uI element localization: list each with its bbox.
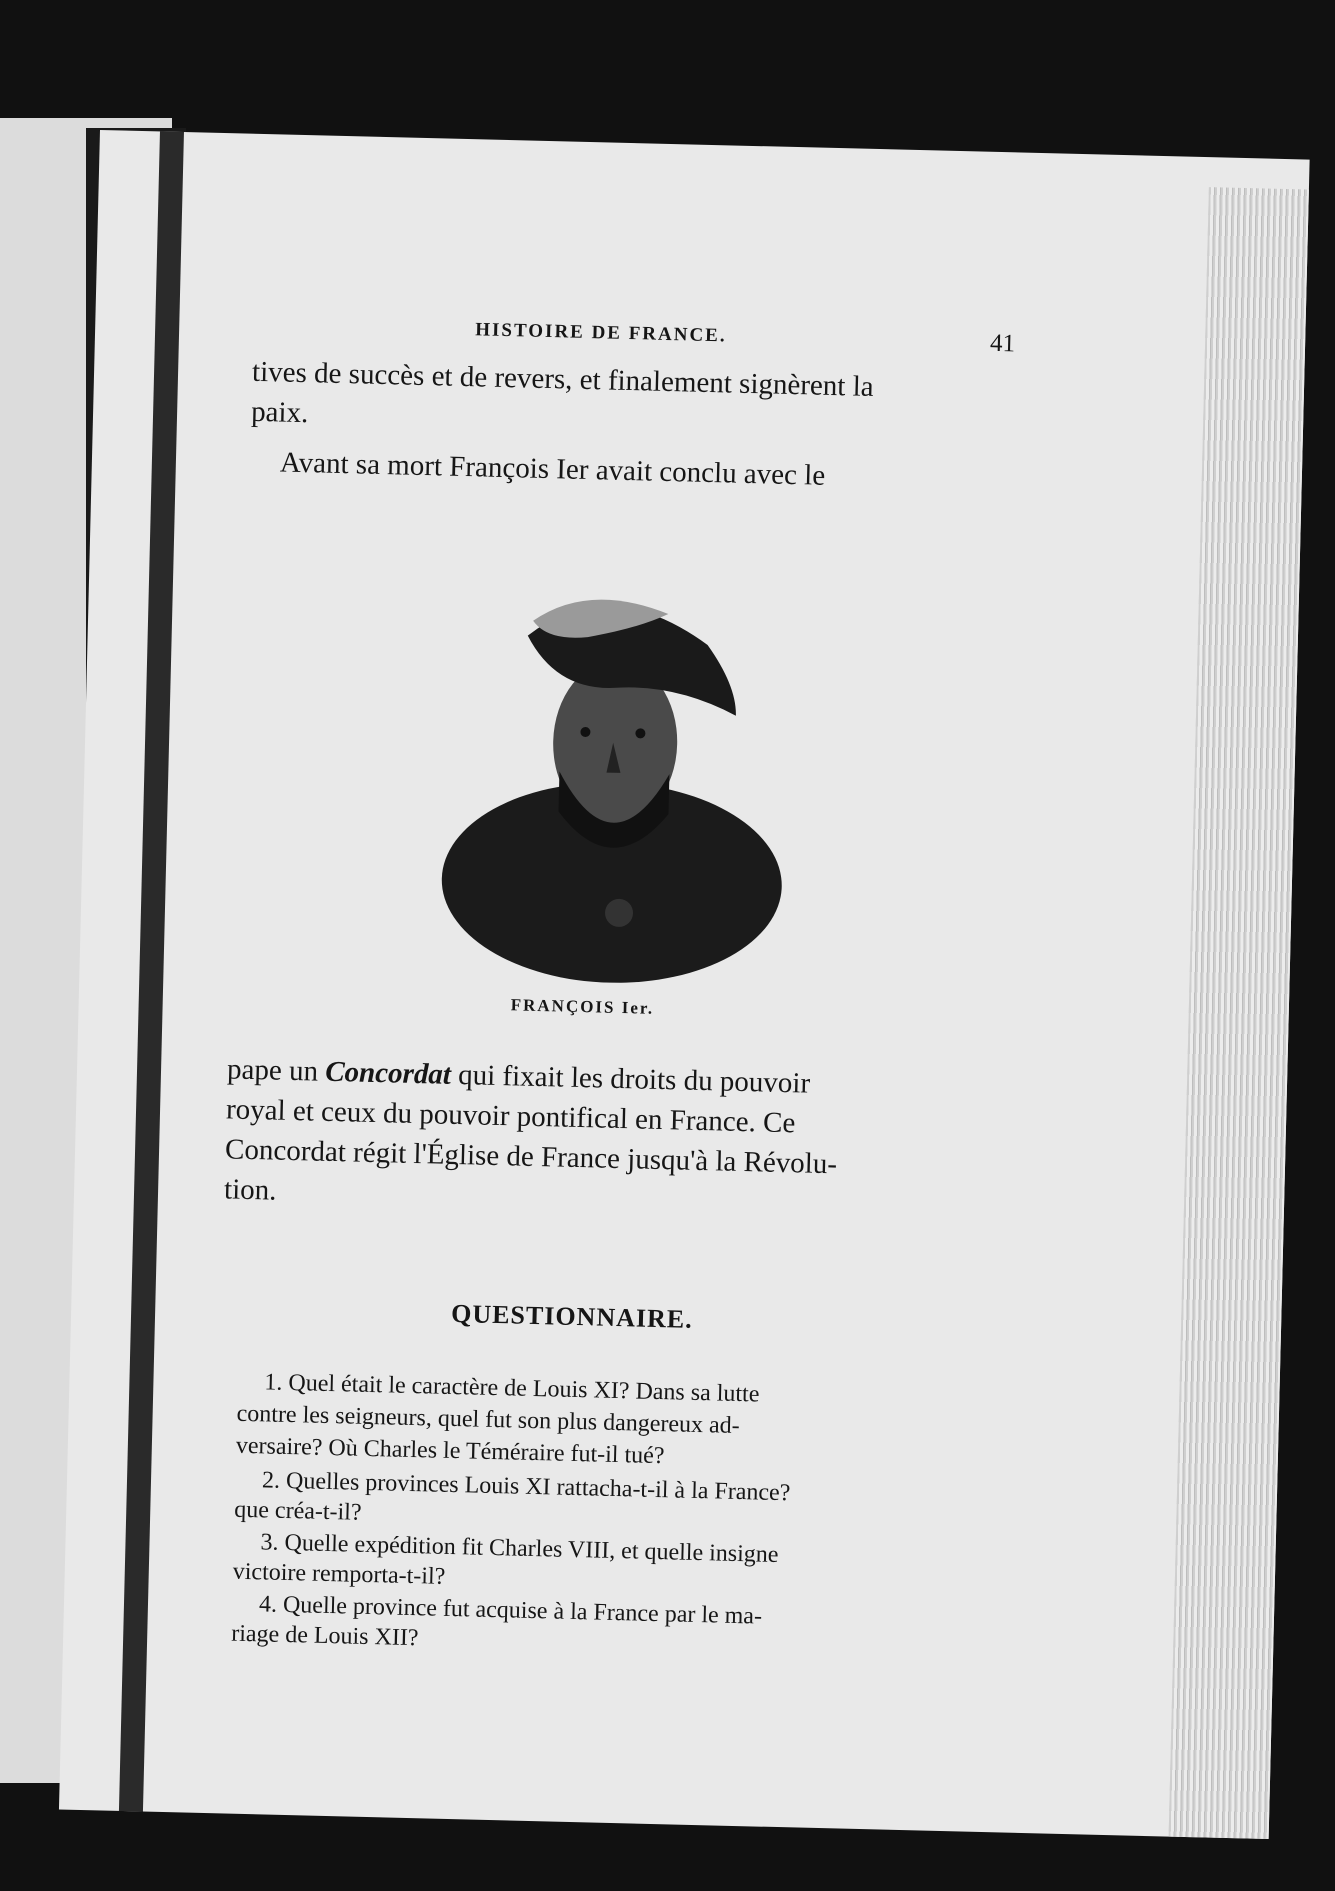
body-line: Concordat régit l'Église de France jusqu'à la Révolu- — [224, 1133, 838, 1181]
body-line: Avant sa mort François Ier avait conclu avec le — [279, 446, 826, 492]
question-line: 3. Quelle expédition fit Charles VIII, et quelle insigne — [260, 1529, 779, 1568]
question-line: riage de Louis XII? — [230, 1620, 419, 1652]
body-line-text: qui fixait les droits du pouvoir — [450, 1058, 811, 1100]
running-head: HISTOIRE DE FRANCE. — [474, 319, 727, 347]
question-line: 2. Quelles provinces Louis XI rattacha-t-il à la France? — [261, 1467, 791, 1507]
question-line: contre les seigneurs, quel fut son plus dangereux ad- — [236, 1400, 741, 1440]
concordat-emphasis: Concordat — [324, 1055, 452, 1091]
question-line: victoire remporta-t-il? — [232, 1558, 446, 1590]
body-line-text: pape un — [226, 1053, 326, 1088]
question-line: 1. Quel était le caractère de Louis XI? Dans sa lutte — [264, 1369, 760, 1408]
body-line — [227, 1053, 811, 1100]
question-line: que créa-t-il? — [234, 1496, 362, 1526]
page-shadow — [119, 131, 184, 1811]
body-line: tion. — [223, 1173, 277, 1207]
right-page — [59, 130, 1310, 1839]
page-number: 41 — [989, 329, 1016, 358]
page-edges — [1169, 187, 1309, 1839]
portrait-francois-ier — [429, 578, 799, 992]
figure-caption: FRANÇOIS Ier. — [510, 995, 655, 1018]
question-line: versaire? Où Charles le Téméraire fut-il tué? — [235, 1432, 665, 1470]
question-line: 4. Quelle province fut acquise à la France par le ma- — [258, 1591, 763, 1630]
body-line: paix. — [250, 395, 309, 430]
questionnaire-title: QUESTIONNAIRE. — [450, 1298, 694, 1334]
body-line: royal et ceux du pouvoir pontifical en France. Ce — [225, 1093, 796, 1140]
body-line: tives de succès et de revers, et finalement signèrent la — [251, 355, 874, 403]
